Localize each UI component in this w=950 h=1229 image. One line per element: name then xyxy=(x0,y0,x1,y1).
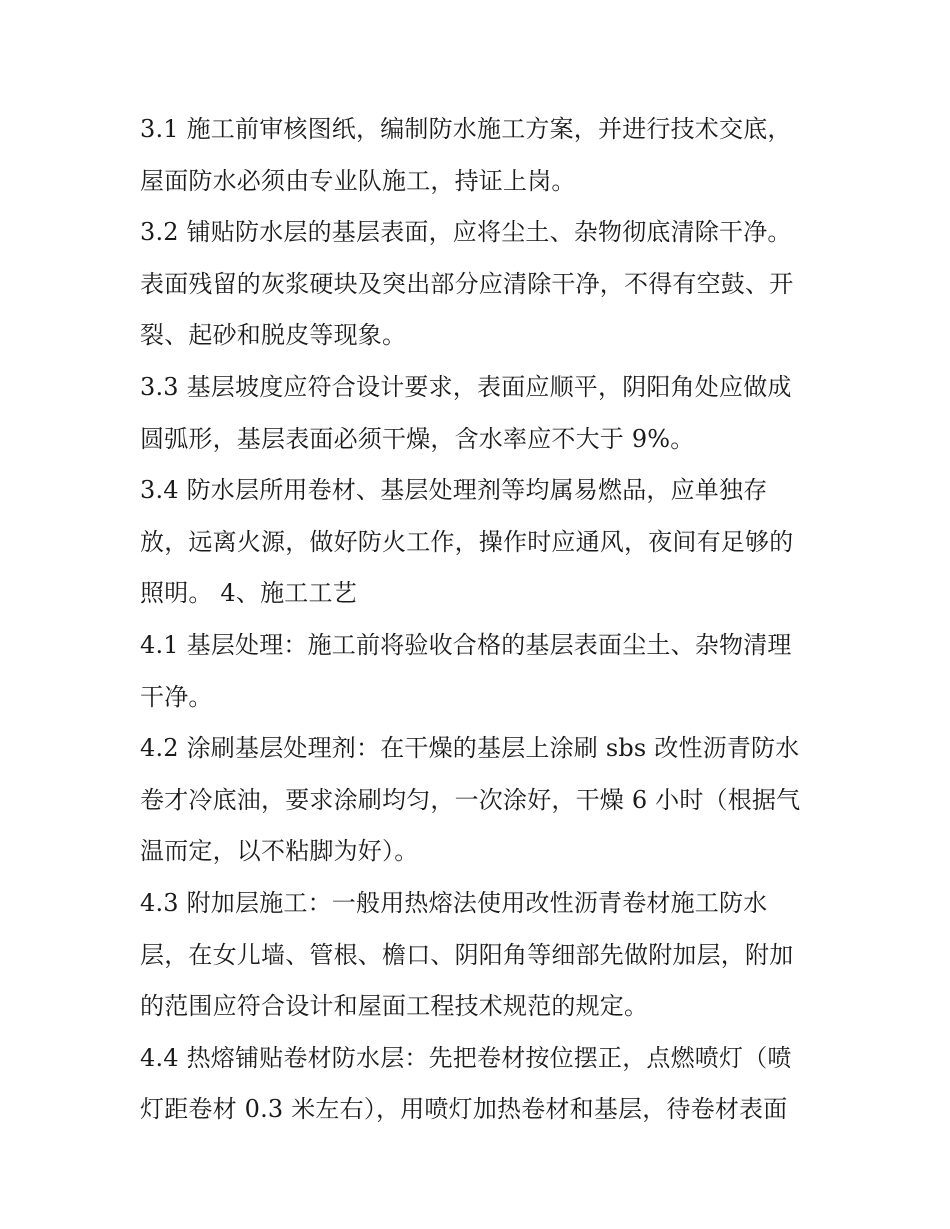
text-line: 3.1 施工前审核图纸，编制防水施工方案，并进行技术交底， xyxy=(140,115,792,143)
text-line: 干净。 xyxy=(140,682,213,711)
text-line: 表面残留的灰浆硬块及突出部分应清除干净，不得有空鼓、开 xyxy=(140,269,794,298)
text-line: 照明。 4、施工工艺 xyxy=(140,579,357,608)
text-line: 4.2 涂刷基层处理剂：在干燥的基层上涂刷 sbs 改性沥青防水 xyxy=(140,734,800,763)
text-line: 放，远离火源，做好防火工作，操作时应通风，夜间有足够的 xyxy=(140,527,794,556)
text-line: 温而定，以不粘脚为好）。 xyxy=(140,837,419,866)
text-line: 4.3 附加层施工：一般用热熔法使用改性沥青卷材施工防水 xyxy=(140,888,768,917)
text-line: 3.3 基层坡度应符合设计要求，表面应顺平，阴阳角处应做成 xyxy=(140,372,792,401)
text-line: 4.1 基层处理：施工前将验收合格的基层表面尘土、杂物清理 xyxy=(140,630,792,659)
text-line: 3.4 防水层所用卷材、基层处理剂等均属易燃品，应单独存 xyxy=(140,476,768,505)
text-line: 圆弧形，基层表面必须干燥，含水率应不大于 9%。 xyxy=(140,424,695,453)
document-body xyxy=(140,104,830,1136)
text-line: 灯距卷材 0.3 米左右），用喷灯加热卷材和基层，待卷材表面 xyxy=(140,1095,788,1124)
text-line: 层，在女儿墙、管根、檐口、阴阳角等细部先做附加层，附加 xyxy=(140,940,794,969)
text-line: 3.2 铺贴防水层的基层表面，应将尘土、杂物彻底清除干净。 xyxy=(140,218,792,247)
text-line: 的范围应符合设计和屋面工程技术规范的规定。 xyxy=(140,992,649,1021)
text-line: 裂、起砂和脱皮等现象。 xyxy=(140,321,407,350)
text-line: 卷才冷底油，要求涂刷均匀，一次涂好，干燥 6 小时（根据气 xyxy=(140,785,801,814)
text-line: 屋面防水必须由专业队施工，持证上岗。 xyxy=(140,166,576,195)
text-line: 4.4 热熔铺贴卷材防水层：先把卷材按位摆正，点燃喷灯（喷 xyxy=(140,1043,792,1072)
